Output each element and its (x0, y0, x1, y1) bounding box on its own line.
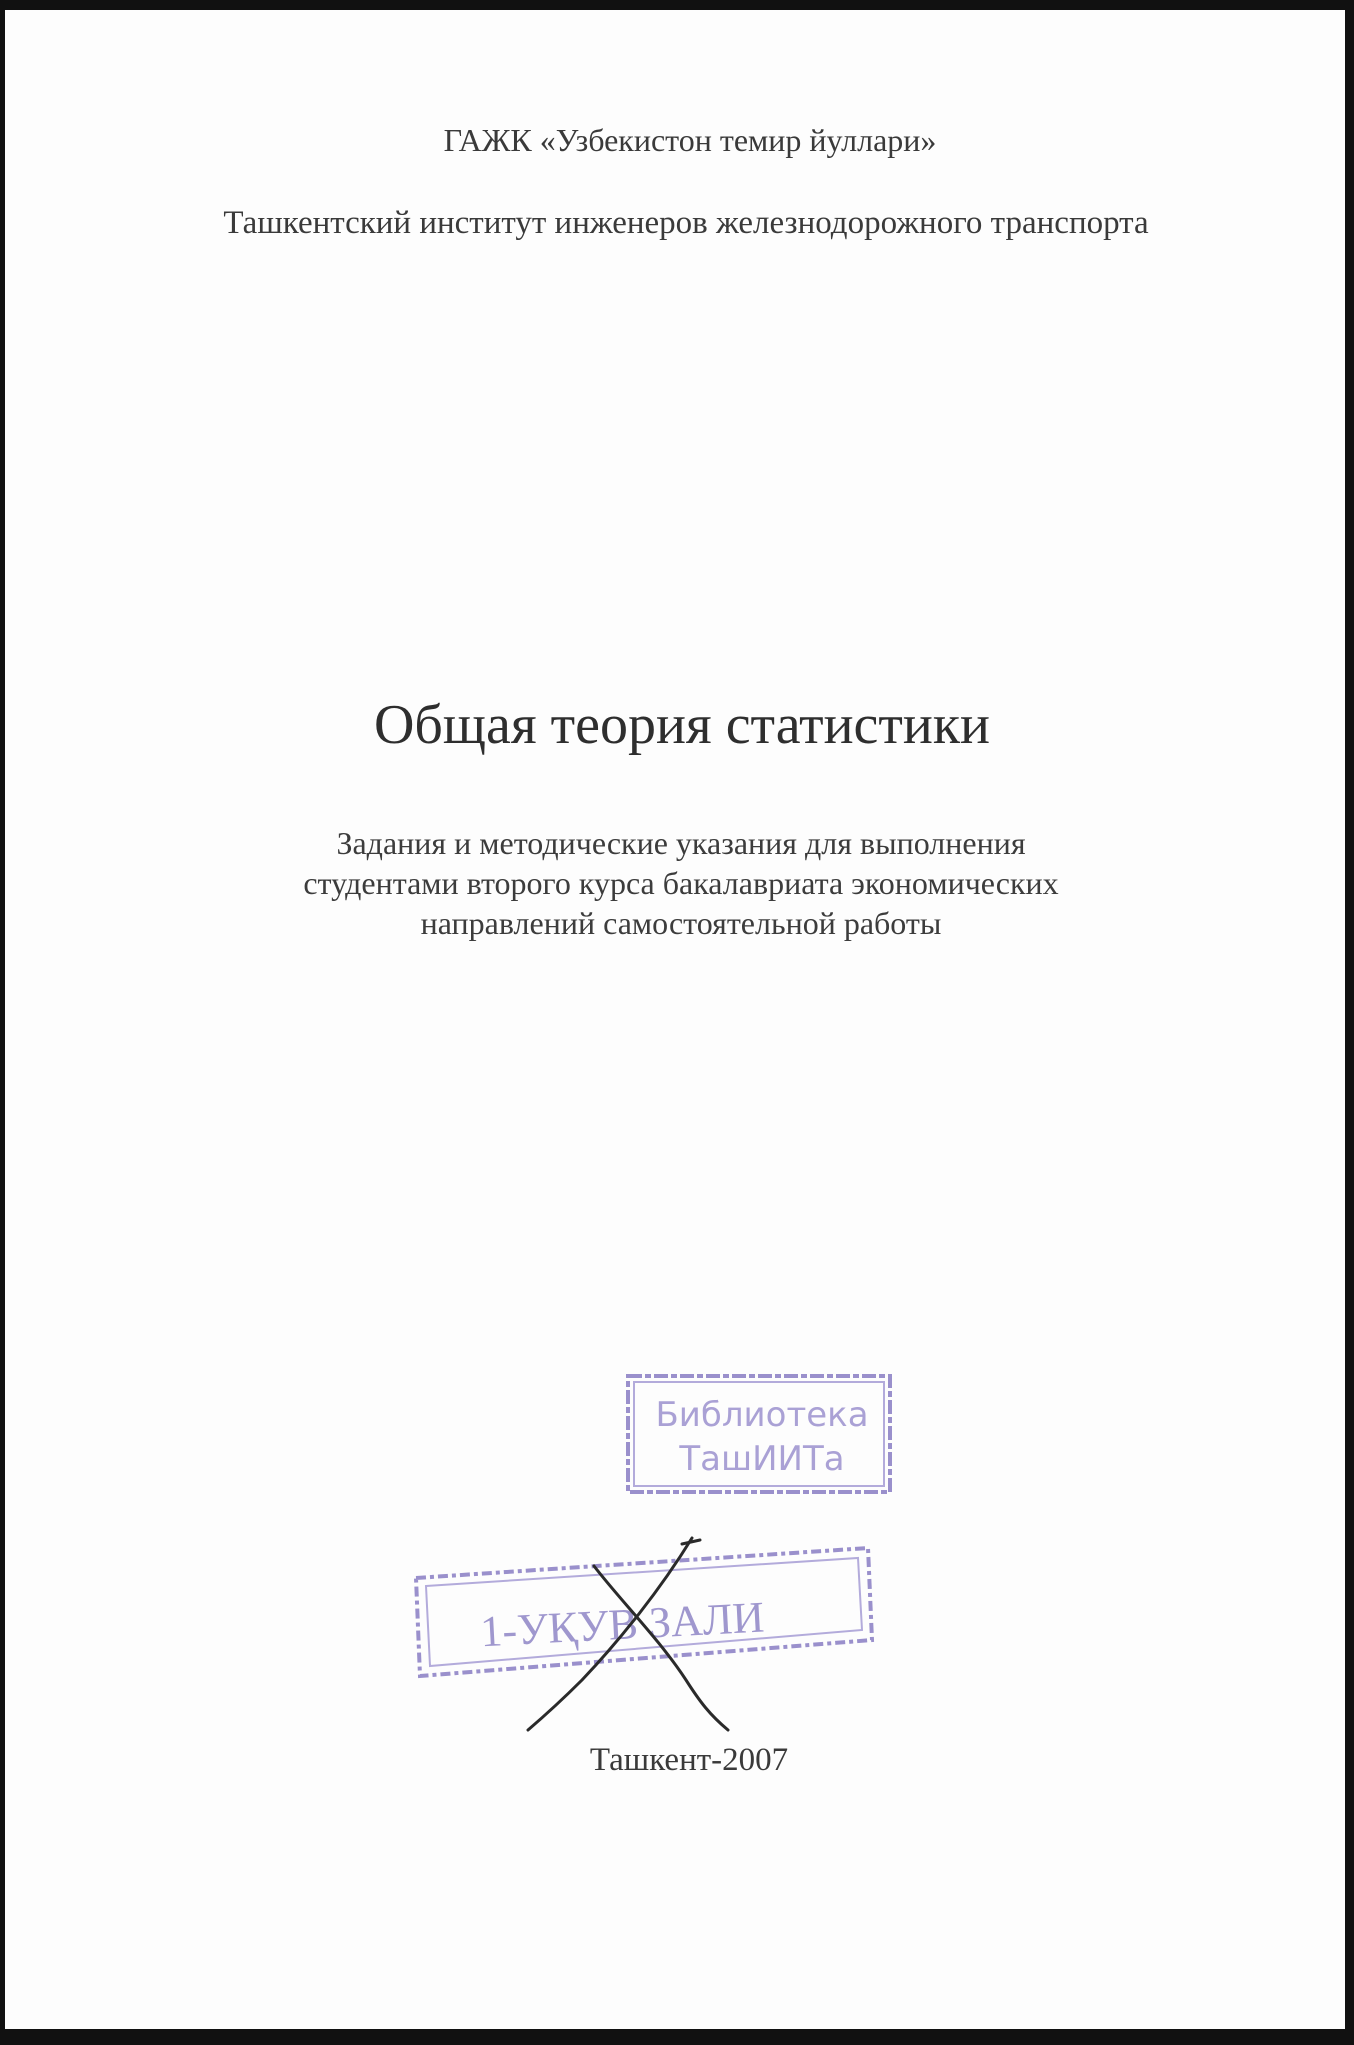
reading-hall-stamp-text: 1-УҚУВ ЗАЛИ (479, 1592, 766, 1657)
organization-name: ГАЖК «Узбекистон темир йуллари» (443, 122, 937, 158)
document-title: Общая теория статистики (373, 694, 991, 756)
scan-border-left (0, 0, 5, 2045)
scan-border-right (1345, 0, 1354, 2045)
library-stamp-line-2: ТашИИТа (679, 1439, 845, 1479)
subtitle-line-2: студентами второго курса бакалавриата экономических (303, 865, 1059, 901)
subtitle-line-1: Задания и методические указания для выполнения (336, 825, 1026, 861)
scan-border-bottom (0, 2029, 1354, 2045)
handwritten-cross-tick (682, 1540, 700, 1544)
library-stamp (622, 1370, 902, 1502)
library-stamp-line-1: Библиотека (655, 1395, 869, 1435)
institute-name: Ташкентский институт инженеров железнодорожного транспорта (223, 205, 1149, 241)
city-year: Ташкент-2007 (589, 1742, 789, 1778)
subtitle-line-3: направлений самостоятельной работы (420, 905, 942, 941)
reading-hall-stamp (410, 1530, 890, 1760)
scan-border-top (0, 0, 1354, 10)
